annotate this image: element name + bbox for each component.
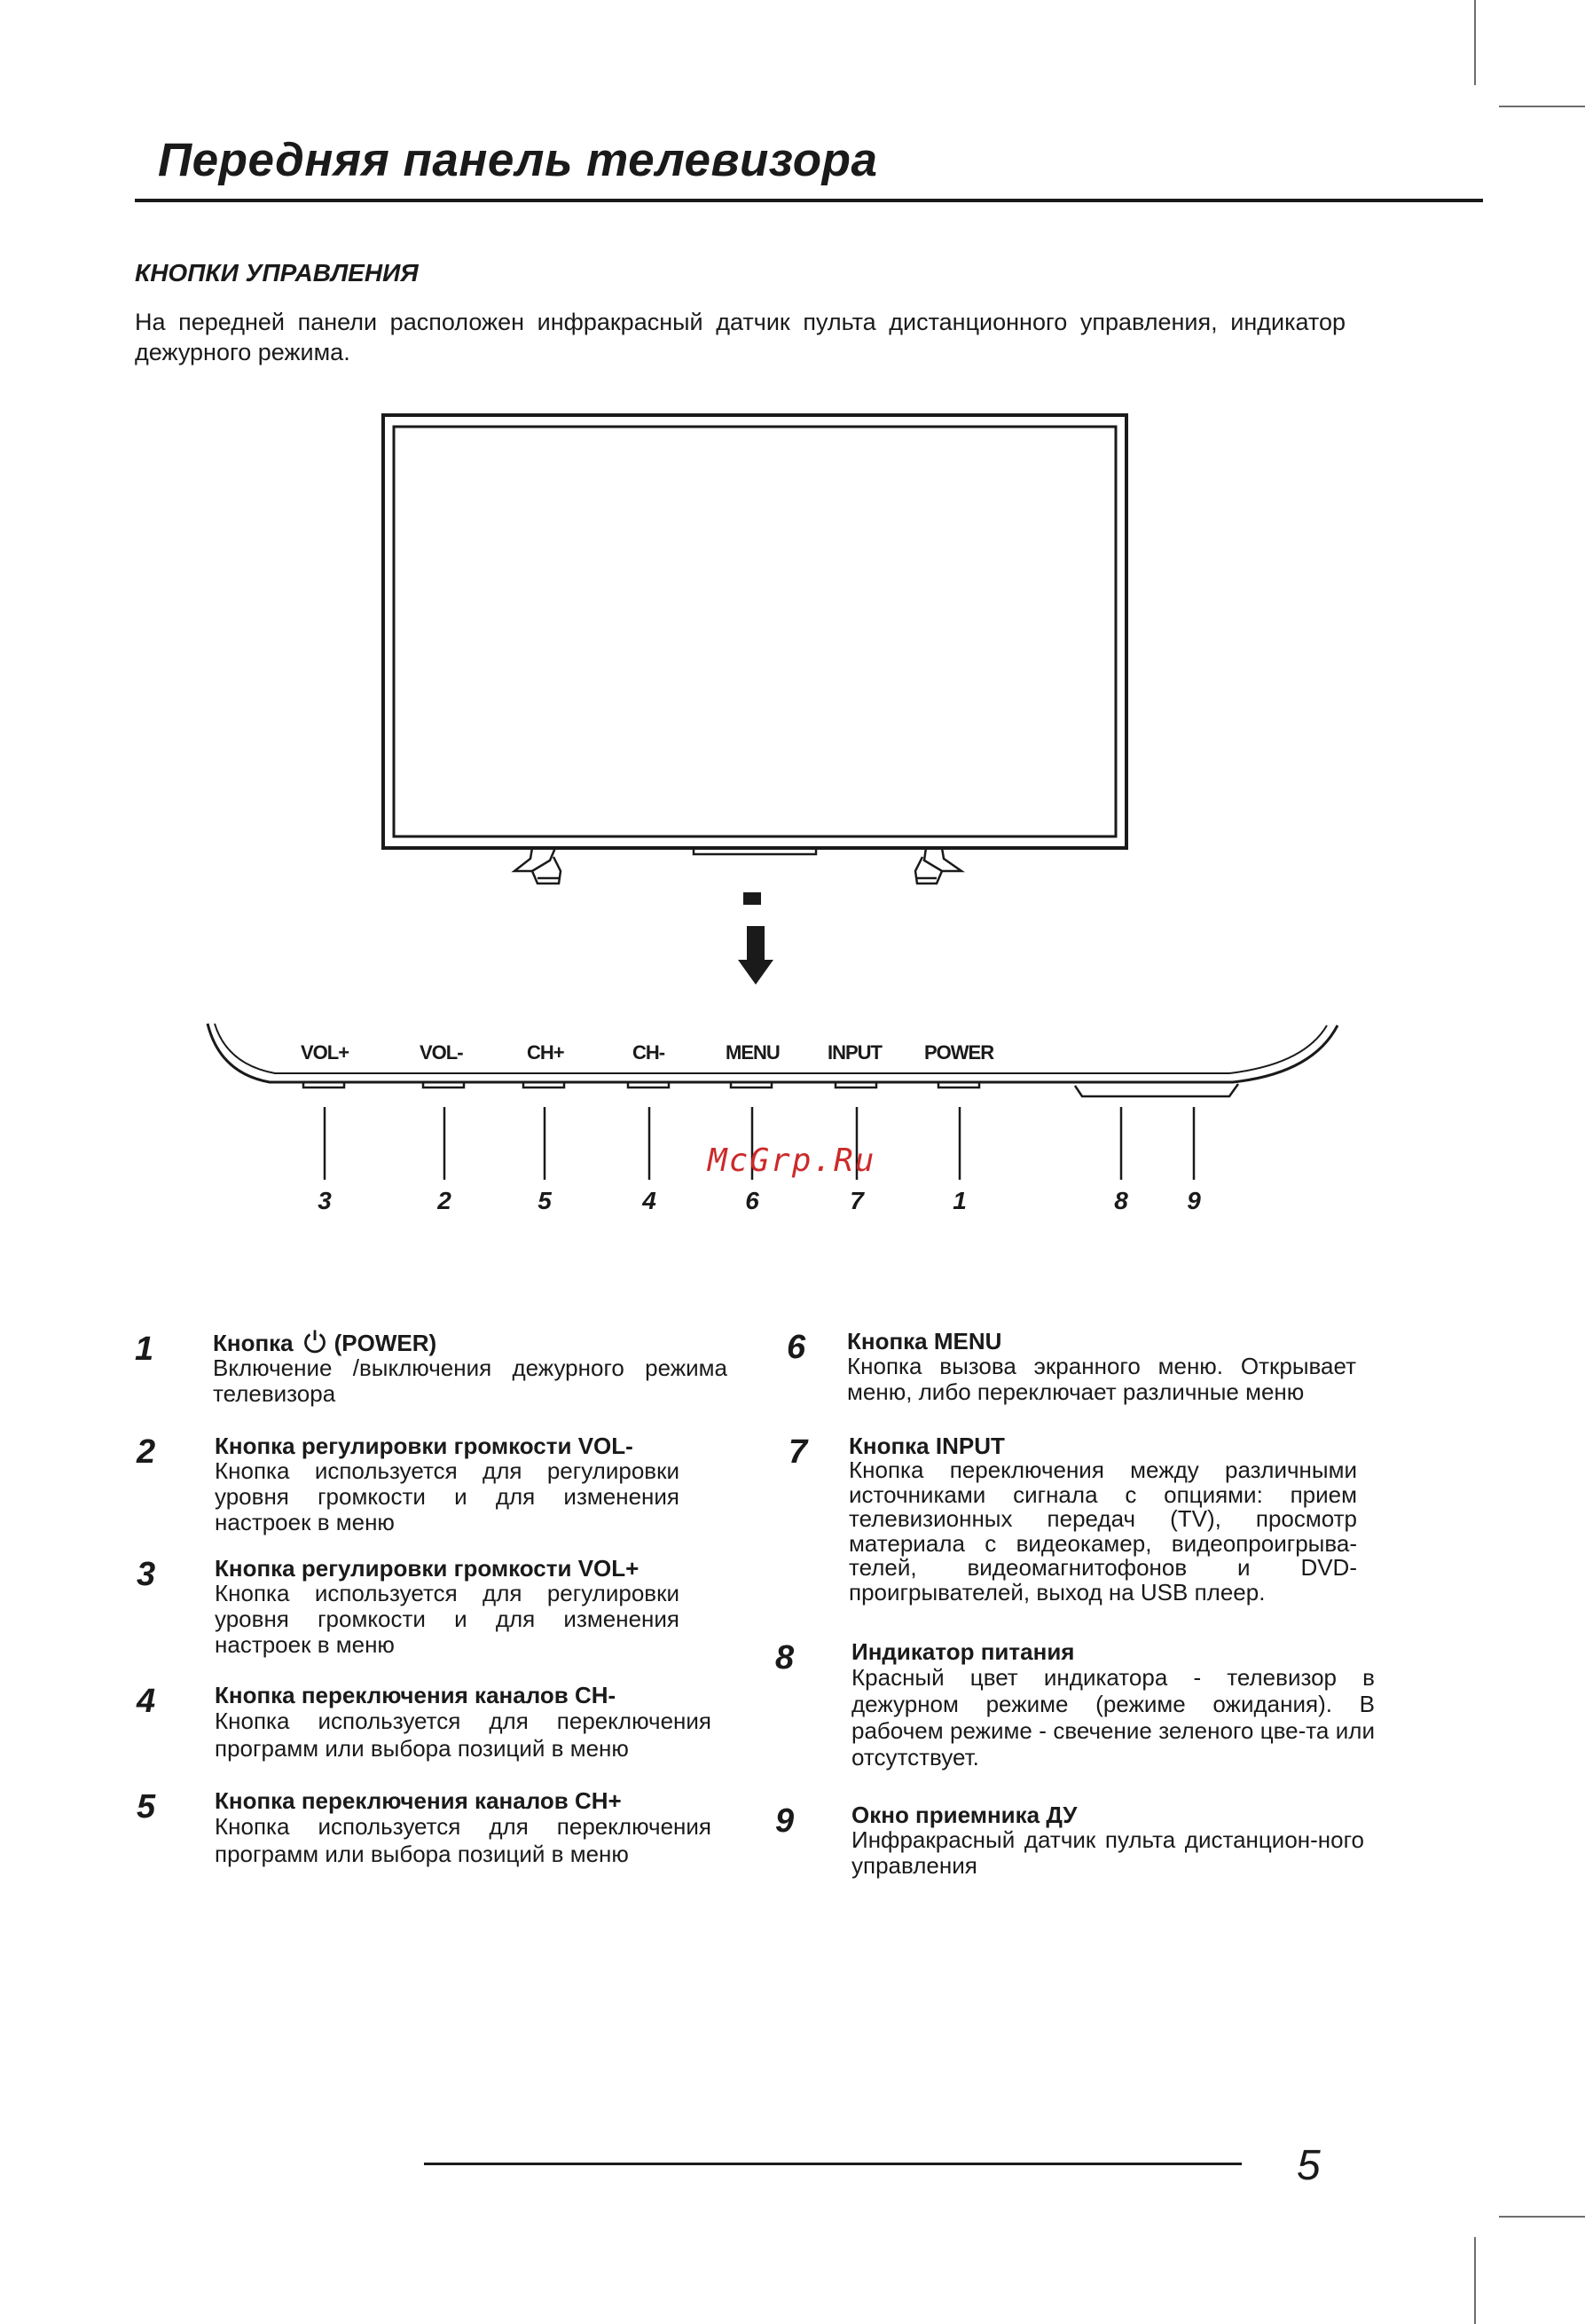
down-arrow-icon (743, 892, 761, 905)
intro-paragraph: На передней панели расположен инфракрасный датчик пульта дистанционного управления, индикатор дежурного режима. (135, 309, 1346, 365)
list-item-vol-plus (137, 1555, 679, 1658)
label-ch-plus: CH+ (527, 1041, 564, 1064)
list-item-power-indicator (775, 1638, 1375, 1770)
section-heading: КНОПКИ УПРАВЛЕНИЯ (135, 259, 419, 287)
label-vol-plus: VOL+ (301, 1041, 349, 1064)
page-title: Передняя панель телевизора (158, 134, 878, 186)
item-number: 1 (135, 1331, 154, 1368)
footer-rule (424, 2163, 1242, 2165)
down-arrow-icon (738, 926, 773, 986)
item-description: Кнопка используется для регулировки уровня громкости и для изменения настроек в меню (215, 1580, 679, 1658)
label-ch-minus: CH- (632, 1041, 665, 1064)
label-vol-minus: VOL- (420, 1041, 463, 1064)
tv-screen (394, 427, 1116, 836)
item-title: Кнопка MENU (847, 1328, 1002, 1354)
tv-stand-right (915, 848, 961, 883)
callout-number: 5 (537, 1187, 552, 1214)
callout-number: 9 (1187, 1187, 1201, 1214)
list-item-ch-minus (137, 1682, 711, 1763)
tv-stand-left (514, 848, 561, 883)
crop-mark (1499, 106, 1585, 107)
item-number: 3 (137, 1556, 156, 1593)
label-input: INPUT (828, 1041, 882, 1064)
crop-mark (1474, 0, 1476, 85)
item-description: Кнопка используется для переключения программ или выбора позиций в меню (215, 1813, 711, 1867)
item-number: 9 (775, 1802, 795, 1840)
callout-number: 8 (1114, 1187, 1128, 1214)
item-number: 8 (775, 1639, 795, 1676)
item-title: Кнопка регулировки громкости VOL- (215, 1433, 633, 1459)
receiver-window (1075, 1084, 1238, 1096)
callout-number: 1 (953, 1187, 967, 1214)
item-title: Кнопка регулировки громкости VOL+ (215, 1555, 639, 1582)
item-title: Кнопка переключения каналов CH- (215, 1682, 616, 1708)
list-item-ch-plus (137, 1787, 711, 1868)
callout-number: 7 (850, 1187, 864, 1214)
title-underline (135, 199, 1483, 202)
list-item-power (135, 1329, 727, 1407)
item-description: Кнопка используется для переключения программ или выбора позиций в меню (215, 1708, 711, 1762)
item-title: Кнопка INPUT (849, 1433, 1005, 1459)
item-description: Красный цвет индикатора - телевизор в дежурном режиме (режиме ожидания). В рабочем режиме - свечение зеленого цве-та или отсутствует. (851, 1664, 1375, 1770)
power-icon (302, 1329, 327, 1354)
item-description: Кнопка вызова экранного меню. Открывает меню, либо переключает различные меню (847, 1353, 1356, 1405)
label-menu: MENU (726, 1041, 780, 1064)
tv-front-illustration (373, 408, 1153, 905)
callout-number: 6 (745, 1187, 759, 1214)
list-item-vol-minus (137, 1433, 679, 1535)
callout-number: 3 (318, 1187, 332, 1214)
item-description: Кнопка используется для регулировки уровня громкости и для изменения настроек в меню (215, 1457, 679, 1535)
item-description: Включение /выключения дежурного режима телевизора (213, 1354, 727, 1407)
crop-mark (1474, 2237, 1476, 2324)
crop-mark (1499, 2216, 1585, 2218)
item-number: 6 (787, 1329, 806, 1366)
callout-number: 4 (642, 1187, 656, 1214)
item-title: Кнопка переключения каналов CH+ (215, 1787, 622, 1814)
item-number: 2 (137, 1433, 156, 1471)
page-number: 5 (1297, 2142, 1321, 2189)
item-number: 5 (137, 1788, 156, 1825)
callout-number: 2 (437, 1187, 451, 1214)
item-title: Кнопка (POWER) (213, 1330, 437, 1356)
list-item-ir-receiver (775, 1802, 1364, 1879)
item-description: Инфракрасный датчик пульта дистанцион-ного управления (851, 1826, 1364, 1879)
item-number: 7 (789, 1433, 808, 1471)
item-description: Кнопка переключения между различными источниками сигнала с опциями: прием телевизионных передач (TV), просмотр материала с видеокамер, видеопроигрыва-телей, видеомагнитофонов и DVD-проигрывателей, выход на USB плеер. (849, 1456, 1357, 1606)
item-title: Окно приемника ДУ (851, 1802, 1078, 1828)
label-power: POWER (924, 1041, 994, 1064)
item-title: Индикатор питания (851, 1638, 1075, 1665)
watermark: McGrp.Ru (708, 1142, 876, 1179)
list-item-menu (787, 1328, 1356, 1405)
item-number: 4 (137, 1683, 156, 1720)
list-item-input (789, 1433, 1357, 1606)
